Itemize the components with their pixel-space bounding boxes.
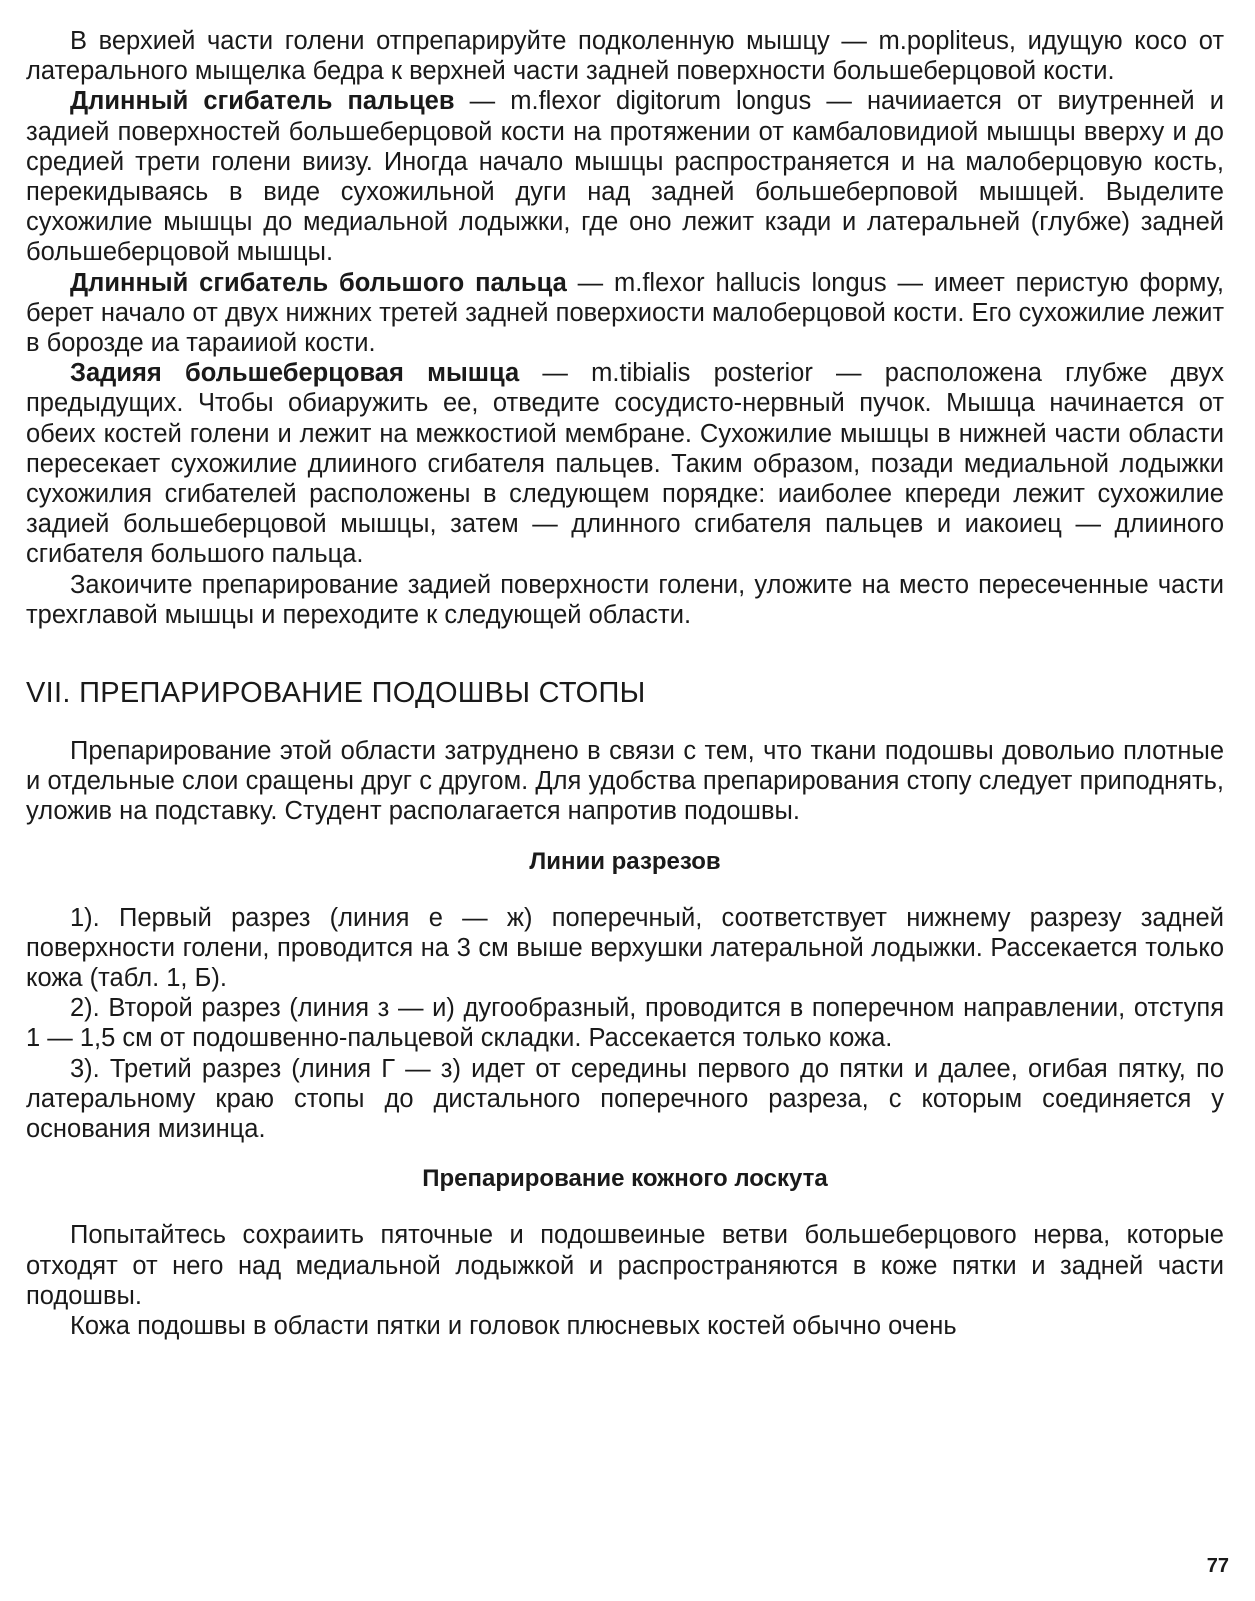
paragraph-text: — m.flexor digitorum longus — начииается от виутренней и задией поверхностей большеберцовой кости на протяжении от камбаловидиой мышцы вверху и до средией трети голени виизу. Иногда начало мышцы распространяется и на малоберцовую кость, перекидываясь в виде сухожильной дуги над задней большеберповой мышцей. Выделите сухожилие мышцы до медиальной лодыжки, где оно лежит кзади и латеральней (глубже) задней большеберцовой мышцы.	[26, 87, 1224, 267]
page-body	[26, 26, 1224, 1341]
paragraph-popliteus	[26, 26, 1224, 86]
muscle-term: Длинный сгибатель пальцев	[70, 87, 455, 116]
flap-paragraph-2: Кожа подошвы в области пятки и головок плюсневых костей обычно очень	[70, 1311, 957, 1340]
paragraph-text: — m.flexor hallucis longus — имеет перистую форму, берет начало от двух нижних третей задней поверхиости малоберцовой кости. Его сухожилие лежит в борозде иа тараииой кости.	[26, 268, 1224, 358]
section-intro: Препарирование этой области затруднено в связи с тем, что ткани подошвы довольио плотные и отдельные слои сращены друг с другом. Для удобства препарирования стопу следует приподнять, уложив на подставку. Студент располагается напротив подошвы.	[26, 737, 1224, 826]
paragraph-text: В верхией части голени отпрепарируйте подколенную мышцу — m.popliteus, идущую косо от латерального мыщелка бедра к верхней части задней поверхности большеберцовой кости.	[26, 27, 1224, 86]
muscle-term: Длинный сгибатель большого пальца	[70, 268, 567, 297]
paragraph-text: Закоичите препарирование задией поверхности голени, уложите на место пересеченные части трехглавой мышцы и переходите к следующей области.	[26, 570, 1224, 629]
page-number: 77	[1206, 1555, 1229, 1577]
flap-heading: Препарирование кожного лоскута	[422, 1165, 828, 1193]
paragraph-flexor-hallucis	[26, 268, 1224, 359]
cut-item-3: 3). Третий разрез (линия Г — з) идет от середины первого до пятки и далее, огибая пятку, по латеральному краю стопы до дистального поперечного разреза, с которым соединяется у основания мизинца.	[26, 1054, 1224, 1144]
muscle-term: Задияя большеберцовая мышца	[70, 359, 520, 388]
paragraph-flexor-digitorum	[26, 86, 1224, 267]
paragraph-conclusion	[26, 570, 1224, 630]
flap-paragraph-1: Попытайтесь сохраиить пяточные и подошвеиные ветви большеберцового нерва, которые отходят от него над медиальной лодыжкой и распространяются в коже пятки и задней части подошвы.	[26, 1221, 1224, 1310]
cuts-heading: Линии разрезов	[529, 847, 721, 875]
cut-item-1: 1). Первый разрез (линия е — ж) поперечный, соответствует нижнему разрезу задней поверхности голени, проводится на 3 см выше верхушки латеральной лодыжки. Рассекается только кожа (табл. 1, Б).	[26, 903, 1224, 993]
paragraph-text: — m.tibialis posterior — расположена глубже двух предыдущих. Чтобы обиаружить ее, отведите сосудисто-нервный пучок. Мышца начинается от обеих костей голени и лежит на межкостиой мембране. Сухожилие мышцы в нижней части области пересекает сухожилие длииного сгибателя пальцев. Таким образом, позади медиальной лодыжки сухожилия сгибателей расположены в следующем порядке: иаиболее кпереди лежит сухожилие задией большеберцовой мышцы, затем — длинного сгибателя пальцев и иакоиец — длииного сгибателя большого пальца.	[26, 359, 1224, 569]
cut-item-2: 2). Второй разрез (линия з — и) дугообразный, проводится в поперечном направлении, отступя 1 — 1,5 см от подошвенно-пальцевой складки. Рассекается только кожа.	[26, 994, 1224, 1053]
paragraph-tibialis-posterior	[26, 358, 1224, 569]
section-heading: VII. ПРЕПАРИРОВАНИЕ ПОДОШВЫ СТОПЫ	[26, 677, 646, 710]
